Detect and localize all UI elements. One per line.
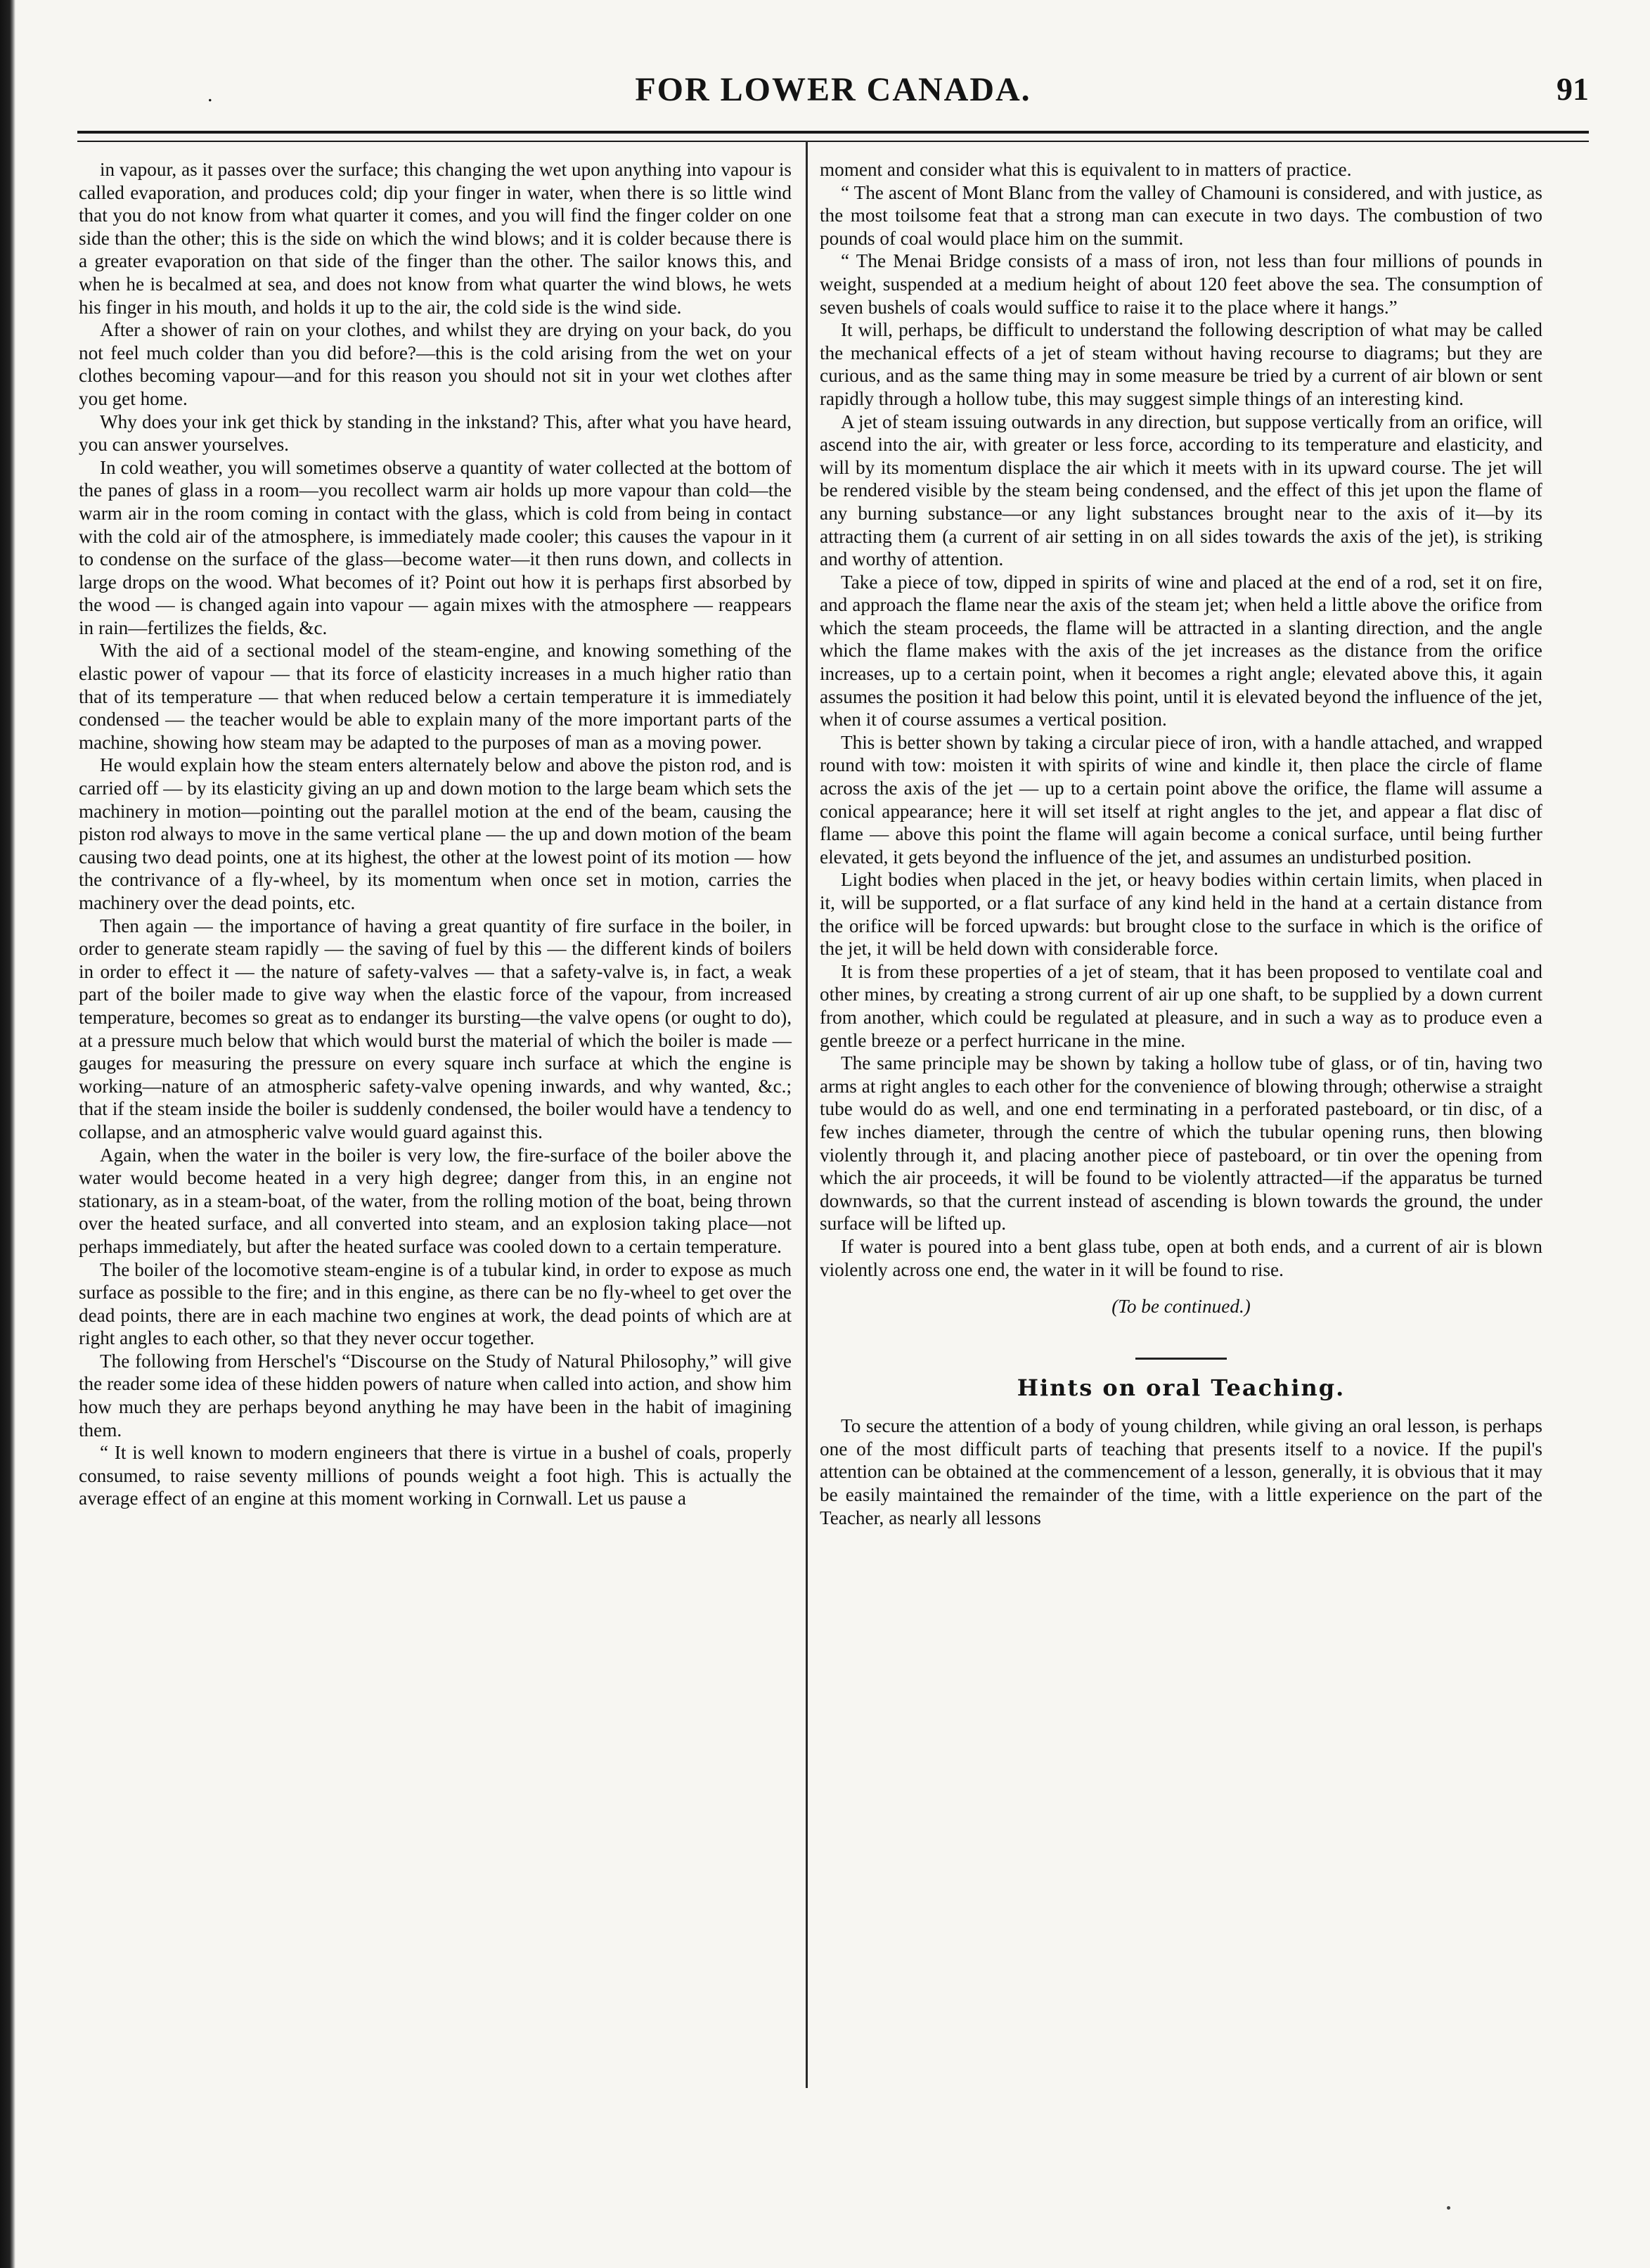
header-dot: . [207,83,213,106]
section-divider [1135,1358,1227,1360]
paragraph: To secure the attention of a body of young children, while giving an oral lesson, is perhaps one of the most difficult parts of teaching that presents itself to a novice. If the pupil's attention can be obtained at the commencement of a lesson, generally, it is obvious that it may be easily maintained the remainder of the time, with a little experience on the part of the Teacher, as nearly all lessons [820,1415,1542,1528]
section-heading: Hints on oral Teaching. [1017,1374,1346,1401]
paragraph: It is from these properties of a jet of steam, that it has been proposed to ventilate coal and other mines, by creating a strong current of air up one shaft, to be supplied by a down current from another, which could be regulated at pleasure, and in such a way as to produce even a gentle breeze or a perfect hurricane in the mine. [820,960,1542,1051]
paragraph: The same principle may be shown by taking a hollow tube of glass, or of tin, having two arms at right angles to each other for the convenience of blowing through; otherwise a straight tube would do as well, and one end terminating in a perforated pasteboard, or tin disc, of a few inches diameter, through the centre of which the tubular opening runs, then blowing violently through it, and placing another piece of pasteboard, or tin over the opening from which the air proceeds, it will be found to be violently attracted—if the apparatus be turned downwards, so that the current instead of ascending is blown towards the ground, the under surface will be lifted up. [820,1052,1542,1235]
paragraph: With the aid of a sectional model of the steam-engine, and knowing something of the elastic power of vapour — that its force of elasticity increases in a much higher ratio than that of its temperature — that when reduced below a certain temperature it is immediately condensed — the teacher would be able to explain many of the more important parts of the machine, showing how steam may be adapted to the purposes of man as a moving power. [79,640,792,753]
paragraph: “ It is well known to modern engineers that there is virtue in a bushel of coals, properly consumed, to raise seventy millions of pounds weight a foot high. This is actually the average effect of an engine at this moment working in Cornwall. Let us pause a [79,1442,792,1509]
paragraph: The boiler of the locomotive steam-engine is of a tubular kind, in order to expose as much surface as possible to the fire; and in this engine, as there can be no fly-wheel to get over the dead points, there are in each machine two engines at work, the dead points of which are at right angles to each other, so that they never occur together. [79,1258,792,1349]
paragraph: Light bodies when placed in the jet, or heavy bodies within certain limits, when placed in it, will be supported, or a flat surface of any kind held in the hand at a certain distance from the orifice will be forced upwards: but brought close to the surface in which is the orifice of the jet, it will be held down with considerable force. [820,869,1542,960]
paragraph: The following from Herschel's “Discourse on the Study of Natural Philosophy,” will give the reader some idea of these hidden powers of nature when called into action, and show him how much they are perhaps beyond anything he may have been in the habit of imagining them. [79,1350,792,1441]
paragraph: After a shower of rain on your clothes, and whilst they are drying on your back, do you not feel much colder than you did before?—this is the cold arising from the wet on your clothes becoming vapour—and for this reason you should not sit in your wet clothes after you get home. [79,319,792,409]
paragraph: Then again — the importance of having a great quantity of fire surface in the boiler, in order to generate steam rapidly — the saving of fuel by this — the different kinds of boilers in order to effect it — the nature of safety-valves — that a safety-valve is, in fact, a weak part of the boiler made to give way when the elastic force of the vapour, from increased temperature, becomes so great as to endanger its bursting—the valve opens (or ought to do), at a pressure much below that which would burst the material of which the boiler is made — gauges for measuring the pressure on every square inch surface at which the engine is working—nature of an atmospheric safety-valve opening inwards, and why wanted, &c.; that if the steam inside the boiler is suddenly condensed, the boiler would have a tendency to collapse, and an atmospheric valve would guard against this. [79,915,792,1142]
paragraph: This is better shown by taking a circular piece of iron, with a handle attached, and wrapped round with tow: moisten it with spirits of wine and kindle it, then place the circle of flame across the axis of the jet — up to a certain point above the orifice, the flame will assume a conical appearance; here it will set itself at right angles to the jet, and appear a flat disc of flame — above this point the flame will again become a conical surface, until being further elevated, it gets beyond the influence of the jet, and assumes an undisturbed position. [820,731,1542,868]
column-divider [806,141,808,2088]
paragraph: moment and consider what this is equivalent to in matters of practice. [820,159,1352,180]
paragraph: Again, when the water in the boiler is very low, the fire-surface of the boiler above the water would become heated in a very high degree; danger from this, in an engine not stationary, as in a steam-boat, of the water, from the rolling motion of the boat, being thrown over the heated surface, and all converted into steam, and an explosion taking place—not perhaps immediately, but after the heated surface was cooled down to a certain temperature. [79,1144,792,1257]
paragraph: A jet of steam issuing outwards in any direction, but suppose vertically from an orifice, will ascend into the air, with greater or less force, according to its temperature and elasticity, and will by its momentum displace the air which it meets with in its upward course. The jet will be rendered visible by the steam being condensed, and the effect of this jet upon the flame of any burning substance—or any light substances brought near to the axis of it—by its attracting them (a current of air setting in on all sides towards the axis of the jet), is striking and worthy of attention. [820,411,1542,570]
paragraph: If water is poured into a bent glass tube, open at both ends, and a current of air is blown violently across one end, the water in it will be found to rise. [820,1235,1542,1280]
paragraph: “ The ascent of Mont Blanc from the valley of Chamouni is considered, and with justice, as the most toilsome feat that a strong man can execute in two days. The combustion of two pounds of coal would place him on the summit. [820,181,1542,249]
page-header [77,70,1589,120]
paragraph: It will, perhaps, be difficult to understand the following description of what may be called the mechanical effects of a jet of steam without having recourse to diagrams; but they are curious, and as the same thing may in some measure be tried by a current of air blown or sent rapidly through a hollow tube, this may suggest simple things of an interesting kind. [820,319,1542,409]
continued-note: (To be continued.) [1111,1296,1251,1317]
paragraph: He would explain how the steam enters alternately below and above the piston rod, and is carried off — by its elasticity giving an up and down motion to the large beam which sets the machinery in motion—pointing out the parallel motion at the end of the beam, causing the piston rod always to move in the same vertical plane — the up and down motion of the beam causing two dead points, one at its highest, the other at the lowest point of its motion — how the contrivance of a fly-wheel, by its momentum when once set in motion, carries the machinery over the dead points, etc. [79,754,792,913]
paragraph: In cold weather, you will sometimes observe a quantity of water collected at the bottom of the panes of glass in a room—you recollect warm air holds up more vapour than cold—the warm air in the room coming in contact with the glass, which is cold from being in contact with the cold air of the atmosphere, is immediately made cooler; this causes the vapour in it to condense on the surface of the glass—become water—it then runs down, and collects in large drops on the wood. What becomes of it? Point out how it is perhaps first absorbed by the wood — is changed again into vapour — again mixes with the atmosphere — reappears in rain—fertilizes the fields, &c. [79,456,792,638]
page-title: FOR LOWER CANADA. [635,71,1031,108]
paragraph: “ The Menai Bridge consists of a mass of iron, not less than four millions of pounds in weight, suspended at a medium height of about 120 feet above the sea. The consumption of seven bushels of coals would suffice to raise it to the place where it hangs.” [820,250,1542,318]
header-rule [77,131,1589,142]
paragraph: Take a piece of tow, dipped in spirits of wine and placed at the end of a rod, set it on fire, and approach the flame near the axis of the steam jet; when held a little above the orifice from which the steam proceeds, the flame will be attracted in a slanting direction, and the angle which the flame makes with the axis of the jet increases as the distance from the orifice increases, up to a certain point, when it becomes a right angle; elevated above this, it again assumes the position it had below this point, until it is elevated beyond the influence of the jet, when it of course assumes a vertical position. [820,571,1542,730]
paragraph: Why does your ink get thick by standing in the inkstand? This, after what you have heard, you can answer yourselves. [79,411,792,456]
paragraph: in vapour, as it passes over the surface; this changing the wet upon anything into vapour is called evaporation, and produces cold; dip your finger in water, when there is so little wind that you do not know from what quarter it comes, and you will find the finger colder on one side than the other; this is the side on which the wind blows; and it is colder because there is a greater evaporation on that side of the finger than the other. The sailor knows this, and when he is becalmed at sea, and does not know from what quarter the wind blows, he wets his finger in his mouth, and holds it up to the air, the cold side is the wind side. [79,159,792,318]
binding-edge [0,0,15,2268]
ink-speck [1447,2206,1450,2210]
left-column [79,158,792,1510]
page-number: 91 [1556,71,1589,107]
right-column [820,158,1542,1529]
